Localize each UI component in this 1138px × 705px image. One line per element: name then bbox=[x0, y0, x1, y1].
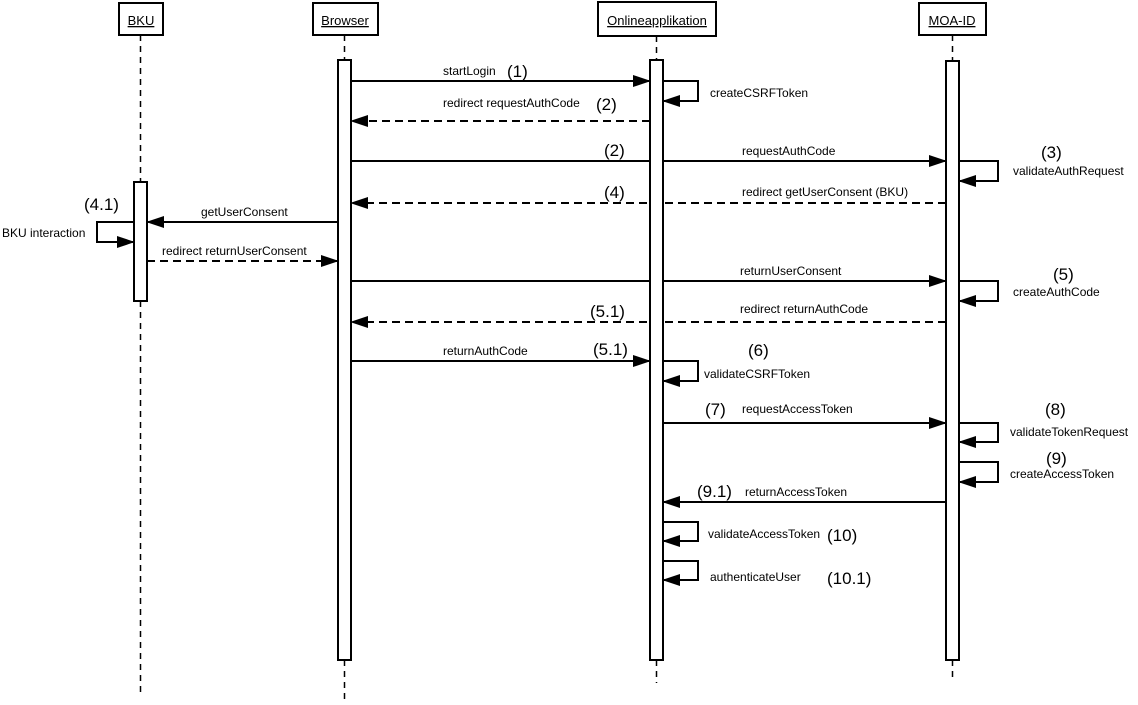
message-number-getuserconsent: (4.1) bbox=[84, 195, 119, 214]
message-number-validatecsrftoken: (6) bbox=[748, 341, 769, 360]
activation-bar-moa-id bbox=[946, 61, 959, 660]
actor-label-moa-id: MOA-ID bbox=[928, 13, 976, 28]
self-message-arrow-createauthcode bbox=[959, 281, 998, 301]
message-label-bku-interaction: BKU interaction bbox=[2, 226, 86, 240]
actor-moa-id bbox=[919, 3, 986, 35]
activation-bar-onlineapplikation bbox=[650, 60, 663, 660]
message-label-createcsrftoken: createCSRFToken bbox=[710, 86, 809, 100]
message-label-getuserconsent: getUserConsent bbox=[201, 205, 288, 219]
actor-label-onlineapplikation: Onlineapplikation bbox=[607, 13, 707, 28]
message-number-redirect-requestauthcode: (2) bbox=[596, 95, 617, 114]
message-number-redirect-returnauthcode: (5.1) bbox=[590, 302, 625, 321]
message-number-redirect-getuserconsent: (4) bbox=[604, 183, 625, 202]
message-number-validateauthrequest: (3) bbox=[1041, 143, 1062, 162]
self-message-arrow-bku-interaction bbox=[97, 222, 134, 242]
self-message-arrow-createaccesstoken bbox=[959, 462, 998, 482]
message-label-validatecsrftoken: validateCSRFToken bbox=[704, 367, 811, 381]
message-number-authenticateuser: (10.1) bbox=[827, 569, 872, 588]
message-label-returnaccesstoken: returnAccessToken bbox=[745, 485, 848, 499]
message-label-returnauthcode: returnAuthCode bbox=[443, 344, 528, 358]
message-label-redirect-returnauthcode: redirect returnAuthCode bbox=[740, 302, 869, 316]
actor-onlineapplikation bbox=[598, 2, 716, 36]
message-label-requestaccesstoken: requestAccessToken bbox=[742, 402, 853, 416]
message-number-validatetokenrequest: (8) bbox=[1045, 400, 1066, 419]
actor-label-browser: Browser bbox=[321, 13, 369, 28]
self-message-arrow-createcsrftoken bbox=[663, 81, 698, 101]
message-label-redirect-requestauthcode: redirect requestAuthCode bbox=[443, 96, 580, 110]
message-label-createaccesstoken: createAccessToken bbox=[1010, 467, 1115, 481]
message-number-returnaccesstoken: (9.1) bbox=[697, 482, 732, 501]
message-number-startlogin: (1) bbox=[507, 62, 528, 81]
message-label-redirect-returnuserconsent: redirect returnUserConsent bbox=[162, 244, 307, 258]
message-label-startlogin: startLogin bbox=[443, 64, 496, 78]
self-message-arrow-validatecsrftoken bbox=[663, 361, 698, 381]
message-number-returnauthcode: (5.1) bbox=[593, 340, 628, 359]
actor-label-bku: BKU bbox=[127, 13, 155, 28]
message-label-authenticateuser: authenticateUser bbox=[710, 570, 801, 584]
actor-bku bbox=[119, 3, 163, 35]
message-label-createauthcode: createAuthCode bbox=[1013, 285, 1100, 299]
message-number-createaccesstoken: (9) bbox=[1046, 449, 1067, 468]
actor-browser bbox=[313, 3, 378, 35]
activation-bar-browser bbox=[338, 60, 351, 660]
message-number-createauthcode: (5) bbox=[1053, 265, 1074, 284]
message-label-requestauthcode: requestAuthCode bbox=[742, 144, 836, 158]
message-label-validatetokenrequest: validateTokenRequest bbox=[1010, 425, 1129, 439]
message-label-returnuserconsent: returnUserConsent bbox=[740, 264, 842, 278]
message-label-redirect-getuserconsent: redirect getUserConsent (BKU) bbox=[742, 185, 909, 199]
self-message-arrow-authenticateuser bbox=[663, 561, 698, 580]
message-number-validateaccesstoken: (10) bbox=[827, 526, 858, 545]
self-message-arrow-validateauthrequest bbox=[959, 161, 998, 181]
self-message-arrow-validateaccesstoken bbox=[663, 522, 698, 541]
message-number-requestauthcode: (2) bbox=[604, 141, 625, 160]
message-number-requestaccesstoken: (7) bbox=[705, 400, 726, 419]
message-label-validateauthrequest: validateAuthRequest bbox=[1013, 164, 1124, 178]
activation-bar-bku bbox=[134, 182, 147, 301]
self-message-arrow-validatetokenrequest bbox=[959, 423, 998, 442]
message-label-validateaccesstoken: validateAccessToken bbox=[708, 527, 821, 541]
